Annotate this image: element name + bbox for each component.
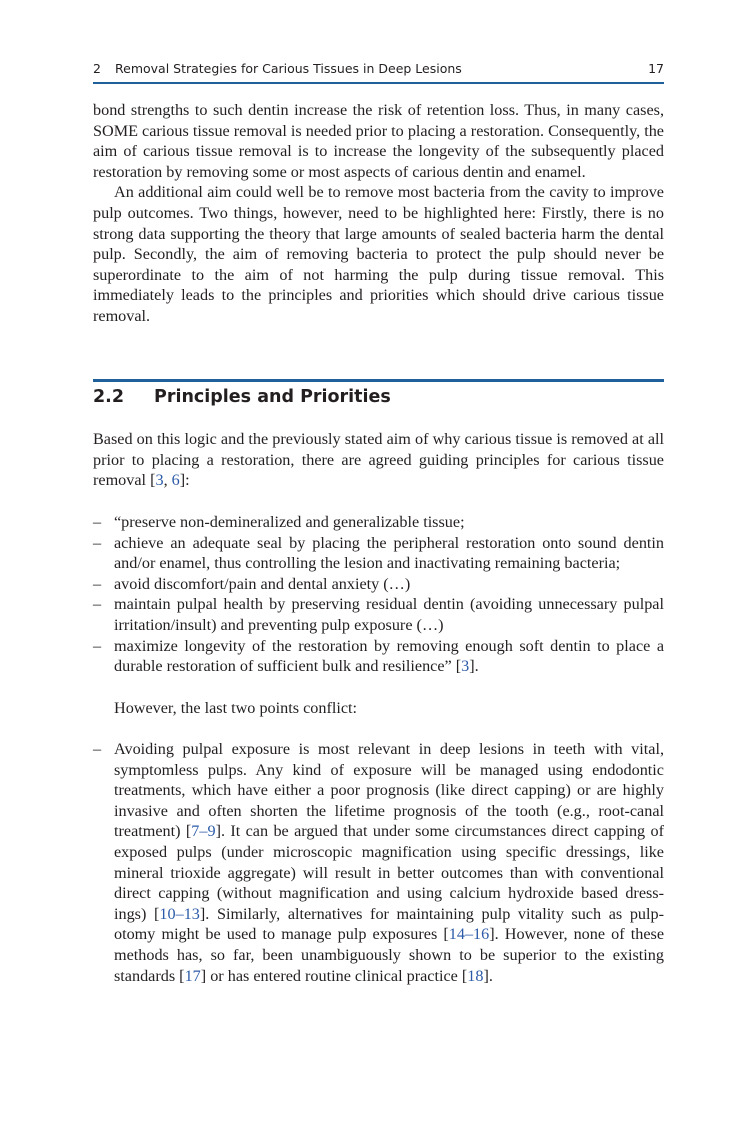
section-rule: [93, 379, 664, 382]
dash-marker: –: [93, 740, 102, 758]
citation-link[interactable]: 10–13: [159, 904, 200, 923]
list-item-text: achieve an adequate seal by placing the peripheral restoration onto sound dentin and/or enamel, thus controlling the lesion and inactivating remaining bacteria;: [114, 533, 664, 573]
citation-close: ].: [469, 657, 479, 676]
list-item-text: avoid discomfort/pain and dental anxiety (…): [114, 574, 411, 593]
dash-marker: –: [93, 574, 102, 593]
dash-marker: –: [93, 595, 102, 614]
list-item-text: ].: [483, 966, 493, 985]
citation-close: ]:: [179, 471, 190, 490]
list-item-text: ]. It can be argued that under some circumstances direct capping of exposed pulps (under microscopic magnification using specific dressings, like mineral trioxide aggregate) will result in better outcomes than with conventional direct capping (without magnification and using calcium hydroxide based dress-ings) [: [114, 822, 664, 923]
page-number: 17: [648, 61, 664, 76]
running-head: [93, 58, 664, 80]
list-item-text: maximize longevity of the restoration by removing enough soft dentin to place a durable restoration of sufficient bulk and resilience” [: [114, 636, 664, 676]
chapter-number: 2: [93, 61, 101, 76]
citation-link[interactable]: 6: [171, 471, 180, 490]
list-item: [93, 533, 664, 574]
chapter-title: Removal Strategies for Carious Tissues in Deep Lesions: [115, 61, 462, 76]
list-item: [93, 574, 664, 595]
list-item: [93, 636, 664, 677]
principles-intro-paragraph: [93, 429, 664, 491]
list-item-text: Avoiding pulpal exposure is most relevant in deep lesions in teeth with vital, symptomless pulps. Any kind of exposure will be managed using endodontic treatments, which have either a poor prognosis (like direct capping) or are highly invasive and often shorten the lifetime prognosis of the tooth (e.g., root-canal treatment) [: [114, 740, 664, 841]
principles-intro: [93, 429, 664, 491]
conflict-list: [93, 739, 664, 986]
list-item-text: “preserve non-demineralized and generalizable tissue;: [114, 513, 465, 531]
citation-link[interactable]: 17: [184, 966, 201, 985]
citation-link[interactable]: 7–9: [191, 822, 216, 841]
section-title: Principles and Priorities: [154, 387, 391, 407]
list-item-text: ]. Similarly, alternatives for maintaining pulp vitality such as pulp-otomy might be used to manage pulp exposures [: [114, 904, 664, 944]
list-item: [93, 594, 664, 635]
dash-marker: –: [93, 513, 102, 531]
list-item-text: maintain pulpal health by preserving residual dentin (avoiding unnecessary pulpal irritation/insult) and preventing pulp exposure (…): [114, 595, 664, 634]
citation-link[interactable]: 18: [467, 966, 484, 985]
citation-link[interactable]: 3: [155, 471, 164, 490]
citation-separator: ,: [163, 471, 172, 490]
list-item-text: ]. However, none of these methods has, so far, been unambiguously shown to be superior to the existing standards [: [114, 925, 665, 985]
conflict-lead-paragraph: However, the last two points conflict:: [114, 699, 358, 717]
list-item: [93, 512, 664, 533]
conflict-lead: [93, 698, 664, 719]
section-number: 2.2: [93, 387, 125, 407]
intro-paragraph-2: An additional aim could well be to remove most bacteria from the cavity to improve pulp outcomes. Two things, however, need to be highlighted here: Firstly, there is no strong data supporting the theory that large amounts of sealed bacteria harm the dental pulp. Secondly, the aim of removing bacteria to protect the pulp should never be superordinate to the aim of not harming the pulp during tissue removal. This immediately leads to the principles and priorities which should drive carious tissue removal.: [93, 183, 664, 325]
principles-intro-text: Based on this logic and the previously stated aim of why carious tissue is removed at all prior to placing a restoration, there are agreed guiding principles for carious tissue removal [: [93, 430, 664, 490]
list-item-text: ] or has entered routine clinical practice [: [200, 966, 468, 985]
intro-paragraph-1: bond strengths to such dentin increase the risk of retention loss. Thus, in many cases, SOME carious tissue removal is needed prior to placing a restoration. Consequently, the aim of carious tissue removal is to increase the longevity of the subsequently placed restoration by removing some or most aspects of carious dentin and enamel.: [93, 101, 664, 181]
header-rule: [93, 82, 664, 84]
principles-list: [93, 512, 664, 677]
citation-link[interactable]: 14–16: [448, 925, 490, 944]
dash-marker: –: [93, 636, 102, 655]
dash-marker: –: [93, 533, 102, 552]
intro-text: [93, 100, 664, 327]
citation-link[interactable]: 3: [461, 657, 470, 676]
list-item: [93, 739, 664, 986]
